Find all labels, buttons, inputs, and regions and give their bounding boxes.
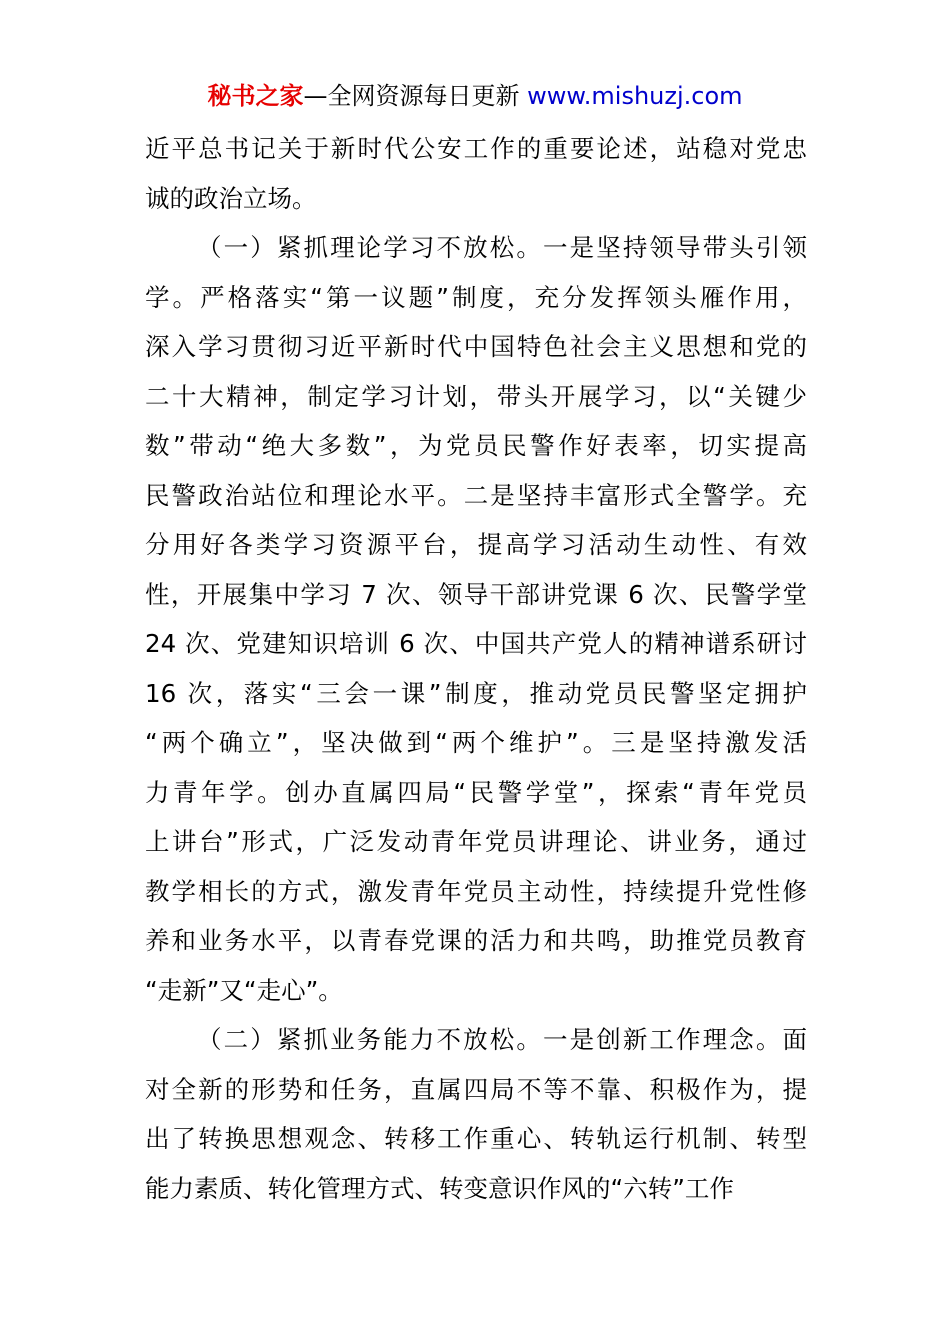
- text-line: 教学相长的方式，激发青年党员主动性，持续提升党性修: [145, 876, 807, 906]
- text-line: “两个确立”，坚决做到“两个维护”。三是坚持激发活: [145, 728, 807, 757]
- document-body: [145, 124, 807, 1213]
- site-header: [0, 80, 950, 112]
- paragraph: [145, 223, 807, 1015]
- text-line: 力青年学。创办直属四局“民警学堂”，探索“青年党员: [145, 777, 807, 807]
- text-line: 出了转换思想观念、转移工作重心、转轨运行机制、转型: [145, 1124, 807, 1153]
- brand-name: 秘书之家: [207, 82, 304, 110]
- text-line: 深入学习贯彻习近平新时代中国特色社会主义思想和党的: [145, 332, 807, 361]
- text-line: 性，开展集中学习 7 次、领导干部讲党课 6 次、民警学堂: [145, 579, 807, 609]
- text-line: （一）紧抓理论学习不放松。一是坚持领导带头引领: [197, 233, 807, 262]
- text-line: （二）紧抓业务能力不放松。一是创新工作理念。面: [197, 1025, 807, 1054]
- text-line: 分用好各类学习资源平台，提高学习活动生动性、有效: [145, 530, 807, 559]
- text-line: 上讲台”形式，广泛发动青年党员讲理论、讲业务，通过: [145, 827, 807, 856]
- text-line: 民警政治站位和理论水平。二是坚持丰富形式全警学。充: [145, 480, 807, 510]
- paragraph: [145, 1015, 807, 1213]
- text-line: 数”带动“绝大多数”，为党员民警作好表率，切实提高: [145, 431, 807, 460]
- text-line: 16 次，落实“三会一课”制度，推动党员民警坚定拥护: [145, 678, 807, 708]
- text-line: “走新”又“走心”。: [145, 975, 343, 1005]
- text-line: 养和业务水平，以青春党课的活力和共鸣，助推党员教育: [145, 926, 807, 955]
- header-tagline: —全网资源每日更新: [303, 82, 520, 110]
- text-line: 对全新的形势和任务，直属四局不等不靠、积极作为，提: [145, 1074, 807, 1104]
- text-line: 诚的政治立场。: [145, 183, 317, 213]
- paragraph: [145, 124, 807, 223]
- text-line: 学。严格落实“第一议题”制度，充分发挥领头雁作用，: [145, 282, 807, 312]
- text-line: 近平总书记关于新时代公安工作的重要论述，站稳对党忠: [145, 134, 807, 163]
- text-line: 二十大精神，制定学习计划，带头开展学习，以“关键少: [145, 381, 807, 411]
- text-line: 能力素质、转化管理方式、转变意识作风的“六转”工作: [145, 1173, 734, 1203]
- text-line: 24 次、党建知识培训 6 次、中国共产党人的精神谱系研讨: [145, 629, 807, 658]
- site-url[interactable]: www.mishuzj.com: [527, 82, 743, 110]
